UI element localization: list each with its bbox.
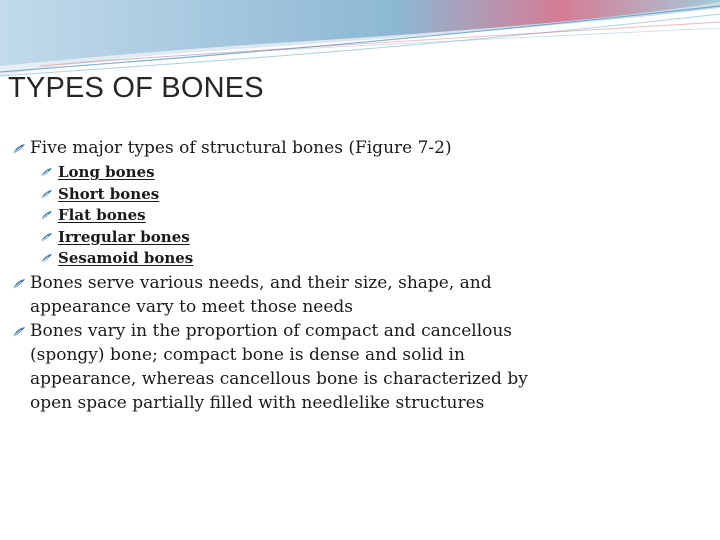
feather-bullet-icon xyxy=(40,210,53,221)
bullet-text: Bones vary in the proportion of compact and cancellous (spongy) bone; compact bone is dense and solid in appearance, whereas cancellous bone is characterized by open space partially filled with needlelike structures xyxy=(30,320,528,413)
list-item-label: Irregular bones xyxy=(58,227,190,246)
list-item-label: Sesamoid bones xyxy=(58,249,194,268)
list-item[interactable] xyxy=(12,248,552,270)
list-item[interactable] xyxy=(12,227,552,249)
bullet-bones-serve-needs xyxy=(12,271,552,319)
feather-bullet-icon xyxy=(40,189,53,200)
list-item-label: Flat bones xyxy=(58,206,146,225)
feather-bullet-icon xyxy=(12,326,26,338)
bone-types-list xyxy=(12,162,552,270)
header-decoration xyxy=(0,0,720,80)
slide-body xyxy=(12,136,552,415)
bullet-five-types xyxy=(12,136,552,160)
bullet-text: Five major types of structural bones (Figure 7-2) xyxy=(30,138,452,158)
list-item[interactable] xyxy=(12,162,552,184)
list-item-label: Long bones xyxy=(58,163,155,181)
feather-bullet-icon xyxy=(40,253,53,264)
bullet-compact-cancellous xyxy=(12,319,552,415)
bullet-text: Bones serve various needs, and their size, shape, and appearance vary to meet those needs xyxy=(30,272,492,317)
feather-bullet-icon xyxy=(12,143,26,155)
list-item[interactable] xyxy=(12,184,552,206)
list-item[interactable] xyxy=(12,205,552,227)
slide-title: TYPES OF BONES xyxy=(8,72,264,104)
list-item-label: Short bones xyxy=(58,184,160,203)
feather-bullet-icon xyxy=(12,278,26,290)
feather-bullet-icon xyxy=(40,232,53,243)
feather-bullet-icon xyxy=(40,167,53,178)
